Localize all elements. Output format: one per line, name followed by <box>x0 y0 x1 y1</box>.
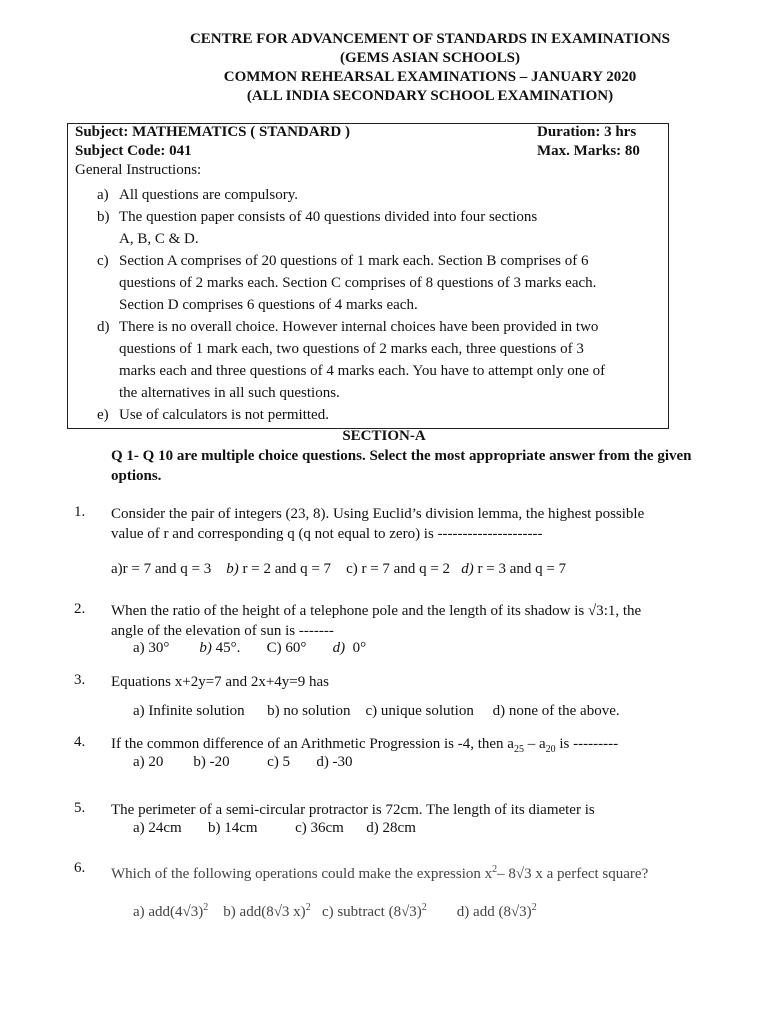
option-c: c) subtract (8√3) <box>321 904 422 920</box>
option-b: b) no solution <box>267 703 351 719</box>
option-b: 45°. <box>215 640 241 656</box>
option-a: a) 20 <box>133 754 164 770</box>
option-c: c) r = 7 and q = 2 <box>346 561 451 577</box>
option-c: c) unique solution <box>365 703 474 719</box>
option-c: C) 60° <box>266 640 307 656</box>
question-2-options <box>133 640 366 657</box>
instruction-label: e) <box>97 407 109 423</box>
superscript: 2 <box>305 902 311 913</box>
instruction-item <box>97 250 667 316</box>
question-text: Which of the following operations could make the expression x <box>111 866 493 882</box>
question-number: 4. <box>74 734 86 750</box>
question-line: value of r and corresponding q (q not equal to zero) is --------------------- <box>111 526 543 542</box>
question-5-text: The perimeter of a semi-circular protractor is 72cm. The length of its diameter is <box>111 802 595 818</box>
instruction-line: A, B, C & D. <box>119 231 199 247</box>
question-3-text: Equations x+2y=7 and 2x+4y=9 has <box>111 674 329 690</box>
superscript: 2 <box>203 902 209 913</box>
question-line: Consider the pair of integers (23, 8). Using Euclid’s division lemma, the highest possible <box>111 506 645 522</box>
instruction-line: Section A comprises of 20 questions of 1 mark each. Section B comprises of 6 <box>119 253 589 269</box>
question-1-text <box>111 504 721 544</box>
exam-header <box>100 30 760 106</box>
instruction-line: The question paper consists of 40 questions divided into four sections <box>119 209 538 225</box>
question-text: – 8√3 x a perfect square? <box>497 866 649 882</box>
question-3-options <box>133 703 620 720</box>
option-b: r = 2 and q = 7 <box>242 561 332 577</box>
header-line-1: CENTRE FOR ADVANCEMENT OF STANDARDS IN EXAMINATIONS <box>189 31 671 47</box>
option-c: c) 36cm <box>295 820 344 836</box>
option-d: r = 3 and q = 7 <box>477 561 567 577</box>
question-4-options <box>133 754 353 771</box>
max-marks-label: Max. Marks: 80 <box>537 143 640 159</box>
option-d: d) add (8√3) <box>456 904 532 920</box>
instruction-label: c) <box>97 253 109 269</box>
question-5-options <box>133 820 416 837</box>
section-intro: Q 1- Q 10 are multiple choice questions. Select the most appropriate answer from the given options. <box>111 448 692 484</box>
instruction-item <box>97 404 667 426</box>
option-d: d) none of the above. <box>492 703 620 719</box>
instruction-line: Section D comprises 6 questions of 4 marks each. <box>119 297 418 313</box>
option-a: a) Infinite solution <box>133 703 245 719</box>
instruction-line: There is no overall choice. However internal choices have been provided in two <box>119 319 599 335</box>
question-number: 3. <box>74 672 86 688</box>
subscript: 20 <box>545 744 556 755</box>
instruction-line: the alternatives in all such questions. <box>119 385 340 401</box>
instruction-line: All questions are compulsory. <box>119 187 298 203</box>
instruction-item <box>97 184 667 206</box>
option-b: b) add(8√3 x) <box>223 904 306 920</box>
option-b-label: b) <box>199 640 212 656</box>
option-b: b) 14cm <box>207 820 258 836</box>
subject-code-label: Subject Code: 041 <box>75 143 192 159</box>
option-a: a) add(4√3) <box>133 904 204 920</box>
header-line-4: (ALL INDIA SECONDARY SCHOOL EXAMINATION) <box>246 88 614 104</box>
question-line <box>111 601 721 621</box>
question-2-text <box>111 601 721 641</box>
question-number: 1. <box>74 504 86 520</box>
question-text: If the common difference of an Arithmetic Progression is -4, then a <box>111 736 514 752</box>
option-a: a) 30° <box>133 640 170 656</box>
option-c: c) 5 <box>267 754 291 770</box>
header-line-3: COMMON REHEARSAL EXAMINATIONS – JANUARY 2020 <box>223 69 637 85</box>
sqrt-value: √3 <box>587 603 604 619</box>
instruction-item <box>97 316 667 404</box>
option-d: d) -30 <box>316 754 353 770</box>
option-b-label: b) <box>226 561 239 577</box>
question-6-text <box>111 860 721 884</box>
option-a: a)r = 7 and q = 3 <box>111 561 212 577</box>
instruction-line: questions of 2 marks each. Section C comprises of 8 questions of 3 marks each. <box>119 275 597 291</box>
question-text: – a <box>523 736 546 752</box>
question-text: When the ratio of the height of a telephone pole and the length of its shadow is <box>111 603 588 619</box>
instruction-label: b) <box>97 209 110 225</box>
question-1-options <box>111 561 566 578</box>
instruction-item <box>97 206 667 250</box>
superscript: 2 <box>492 864 498 875</box>
option-d: d) 28cm <box>366 820 416 836</box>
subject-label: Subject: MATHEMATICS ( STANDARD ) <box>75 124 350 140</box>
instruction-label: a) <box>97 187 109 203</box>
question-line: angle of the elevation of sun is ------- <box>111 623 334 639</box>
superscript: 2 <box>421 902 427 913</box>
section-title: SECTION-A <box>342 428 426 444</box>
instruction-line: Use of calculators is not permitted. <box>119 407 329 423</box>
subscript: 25 <box>513 744 524 755</box>
option-a: a) 24cm <box>133 820 182 836</box>
question-text: is --------- <box>555 736 619 752</box>
duration-label: Duration: 3 hrs <box>537 124 637 140</box>
question-number: 6. <box>74 860 86 876</box>
instruction-label: d) <box>97 319 110 335</box>
general-instructions-heading: General Instructions: <box>75 162 202 178</box>
option-d-label: d) <box>461 561 474 577</box>
option-d-label: d) <box>332 640 346 656</box>
instructions-list <box>97 184 667 426</box>
superscript: 2 <box>531 902 537 913</box>
question-number: 5. <box>74 800 86 816</box>
instruction-line: marks each and three questions of 4 marks each. You have to attempt only one of <box>119 363 606 379</box>
instruction-line: questions of 1 mark each, two questions of 2 marks each, three questions of 3 <box>119 341 584 357</box>
question-6-options <box>133 902 537 921</box>
question-text: :1, the <box>603 603 642 619</box>
header-line-2: (GEMS ASIAN SCHOOLS) <box>339 50 521 66</box>
option-b: b) -20 <box>193 754 230 770</box>
question-number: 2. <box>74 601 86 617</box>
option-d: 0° <box>352 640 367 656</box>
